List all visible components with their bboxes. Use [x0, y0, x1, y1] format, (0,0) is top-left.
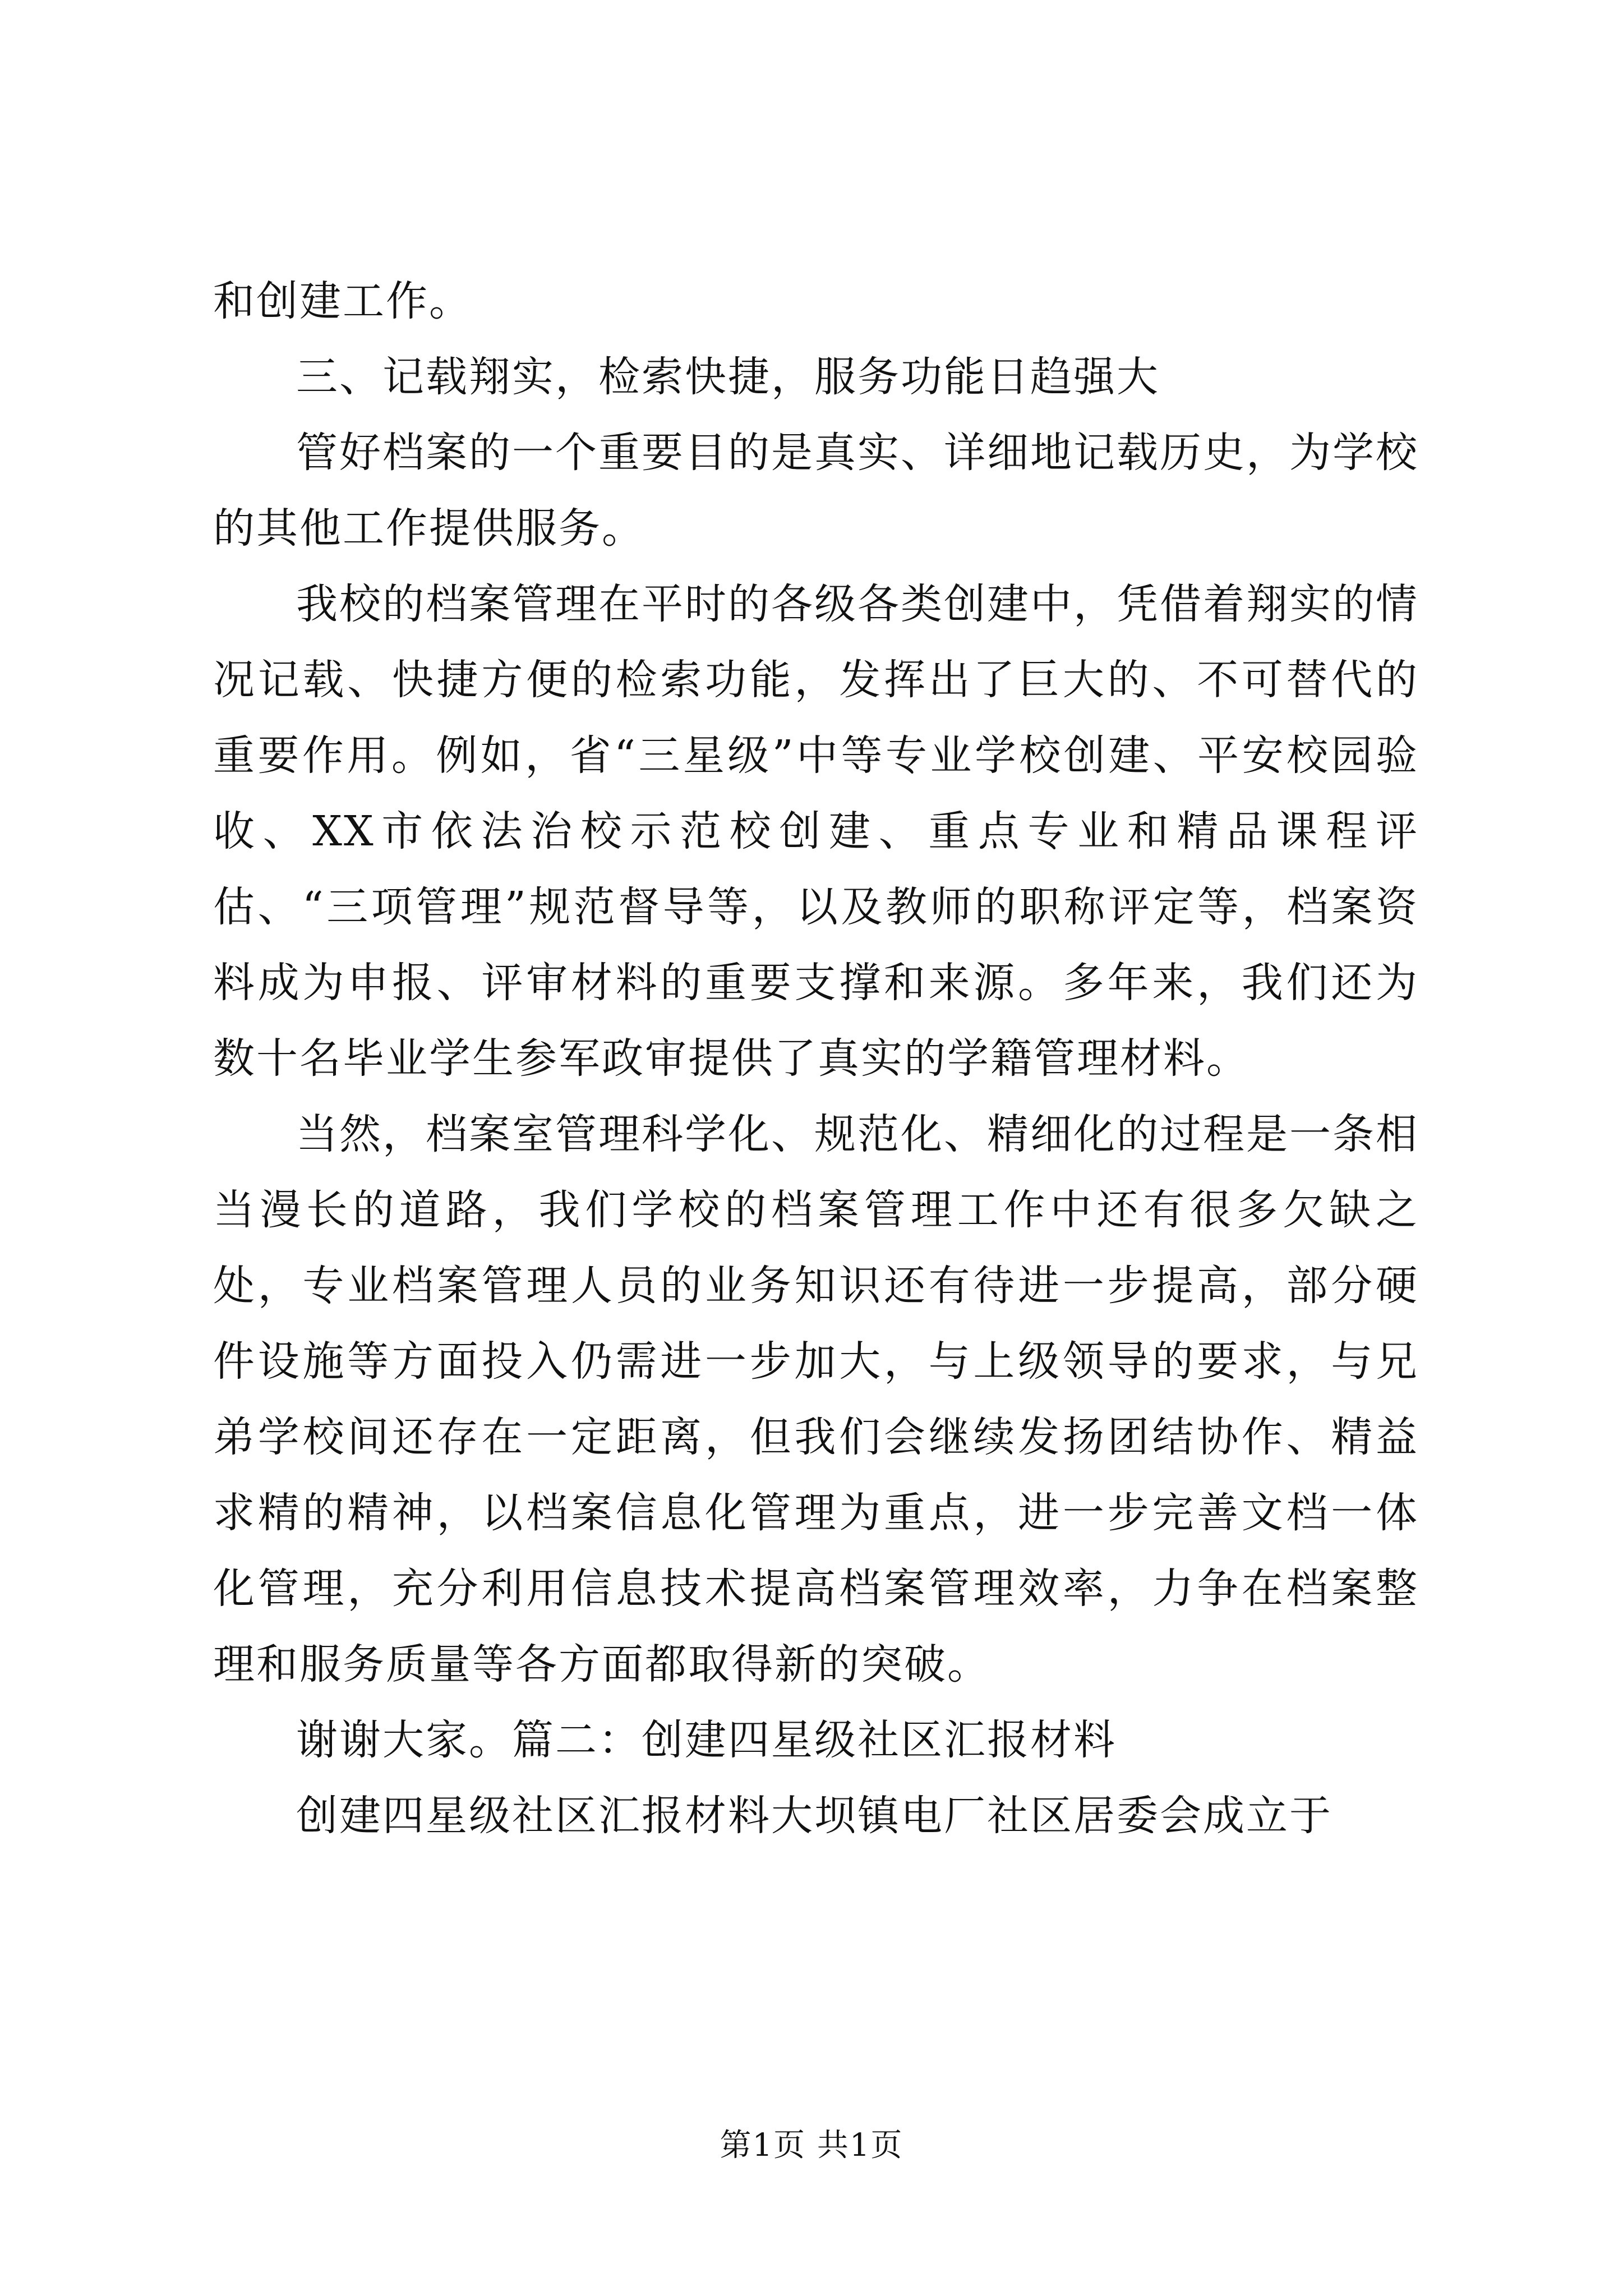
paragraph-purpose: 管好档案的一个重要目的是真实、详细地记载历史，为学校的其他工作提供服务。: [213, 429, 1419, 553]
paragraph-continuation: 和创建工作。: [213, 277, 472, 325]
paragraph-archive-role: 我校的档案管理在平时的各级各类创建中，凭借着翔实的情况记载、快捷方便的检索功能，发挥出了巨大的、不可替代的重要作用。例如，省“三星级”中等专业学校创建、平安校园验收、XX市依法治校示范校创建、重点专业和精品课程评估、“三项管理”规范督导等，以及教师的职称评定等，档案资料成为申报、评审材料的重要支撑和来源。多年来，我们还为数十名毕业学生参军政审提供了真实的学籍管理材料。: [213, 580, 1419, 1083]
section-heading: 三、记载翔实，检索快捷，服务功能日趋强大: [296, 353, 1160, 401]
paragraph-community-report: 创建四星级社区汇报材料大坝镇电厂社区居委会成立于: [296, 1792, 1332, 1840]
paragraph-future-work: 当然，档案室管理科学化、规范化、精细化的过程是一条相当漫长的道路，我们学校的档案管理工作中还有很多欠缺之处，专业档案管理人员的业务知识还有待进一步提高，部分硬件设施等方面投入仍需进一步加大，与上级领导的要求，与兄弟学校间还存在一定距离，但我们会继续发扬团结协作、精益求精的精神，以档案信息化管理为重点，进一步完善文档一体化管理，充分利用信息技术提高档案管理效率，力争在档案整理和服务质量等各方面都取得新的突破。: [213, 1110, 1419, 1688]
page-footer: 第1页 共1页: [720, 2127, 903, 2164]
paragraph-thanks-and-section-two: 谢谢大家。篇二：创建四星级社区汇报材料: [296, 1716, 1117, 1764]
document-body: [213, 264, 1419, 1854]
